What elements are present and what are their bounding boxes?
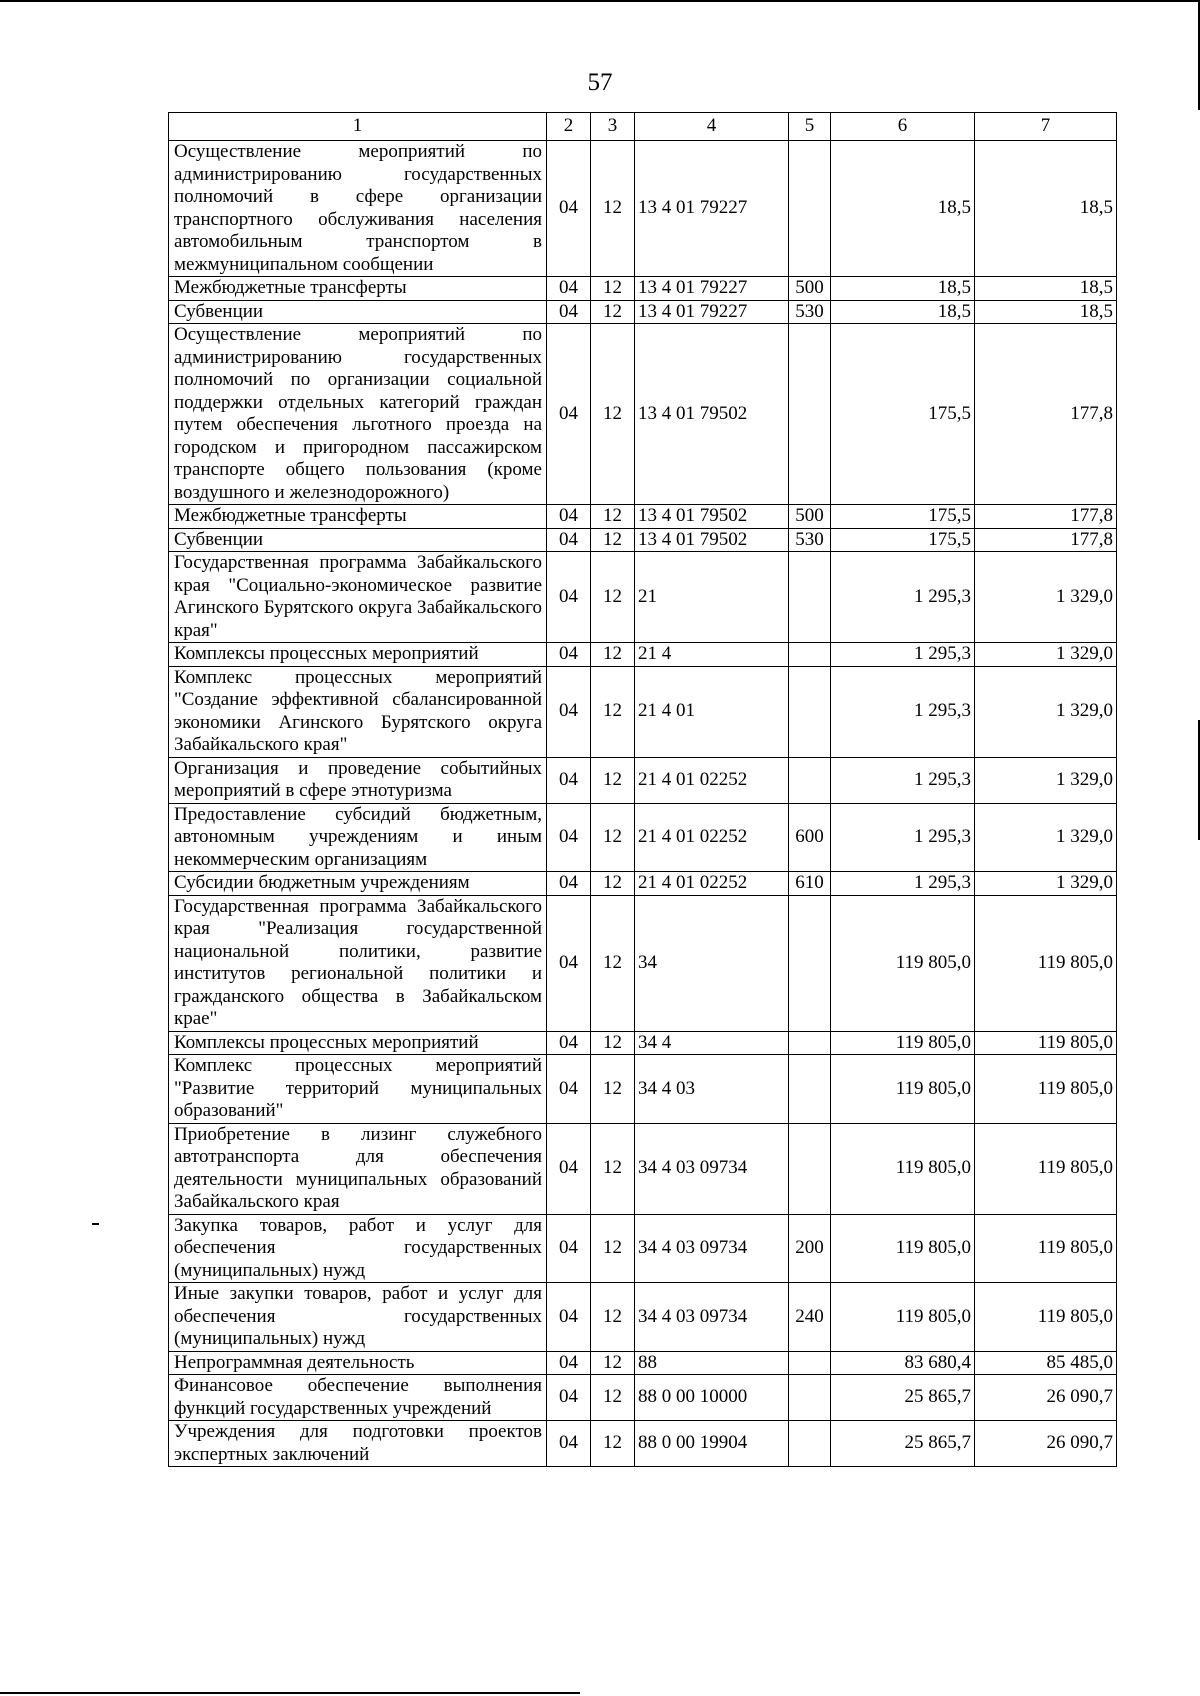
row-name: Закупка товаров, работ и услуг для обеспечения государственных (муниципальных) нужд <box>169 1214 547 1283</box>
amount-year-1: 1 295,3 <box>831 643 975 667</box>
amount-year-1: 175,5 <box>831 528 975 552</box>
target-article-code: 21 <box>635 552 789 643</box>
amount-year-1: 1 295,3 <box>831 757 975 803</box>
table-row <box>169 872 1117 896</box>
table-row <box>169 300 1117 324</box>
amount-year-1: 25 865,7 <box>831 1421 975 1467</box>
amount-year-2: 177,8 <box>975 505 1117 529</box>
column-header: 4 <box>635 113 789 141</box>
subsection-code: 12 <box>591 1055 635 1124</box>
amount-year-1: 1 295,3 <box>831 666 975 757</box>
amount-year-1: 25 865,7 <box>831 1375 975 1421</box>
target-article-code: 88 0 00 19904 <box>635 1421 789 1467</box>
amount-year-2: 119 805,0 <box>975 1055 1117 1124</box>
target-article-code: 21 4 01 02252 <box>635 872 789 896</box>
target-article-code: 13 4 01 79227 <box>635 277 789 301</box>
amount-year-1: 119 805,0 <box>831 895 975 1031</box>
amount-year-2: 119 805,0 <box>975 895 1117 1031</box>
subsection-code: 12 <box>591 300 635 324</box>
target-article-code: 34 4 <box>635 1031 789 1055</box>
row-name: Иные закупки товаров, работ и услуг для обеспечения государственных (муниципальных) нужд <box>169 1283 547 1352</box>
row-name: Государственная программа Забайкальского края "Социально-экономическое развитие Агинского Бурятского округа Забайкальского края" <box>169 552 547 643</box>
amount-year-2: 119 805,0 <box>975 1214 1117 1283</box>
amount-year-2: 177,8 <box>975 324 1117 505</box>
expense-type-code <box>789 643 831 667</box>
table-row <box>169 1031 1117 1055</box>
row-name: Предоставление субсидий бюджетным, автономным учреждениям и иным некоммерческим организациям <box>169 803 547 872</box>
table-row <box>169 1214 1117 1283</box>
subsection-code: 12 <box>591 803 635 872</box>
section-code: 04 <box>547 1375 591 1421</box>
table-row <box>169 666 1117 757</box>
section-code: 04 <box>547 1055 591 1124</box>
column-header: 2 <box>547 113 591 141</box>
column-header: 7 <box>975 113 1117 141</box>
subsection-code: 12 <box>591 528 635 552</box>
target-article-code: 21 4 01 02252 <box>635 757 789 803</box>
expense-type-code: 500 <box>789 505 831 529</box>
expense-type-code <box>789 666 831 757</box>
amount-year-1: 119 805,0 <box>831 1123 975 1214</box>
subsection-code: 12 <box>591 643 635 667</box>
column-header: 3 <box>591 113 635 141</box>
subsection-code: 12 <box>591 872 635 896</box>
amount-year-2: 177,8 <box>975 528 1117 552</box>
expense-type-code <box>789 141 831 277</box>
target-article-code: 13 4 01 79502 <box>635 505 789 529</box>
amount-year-1: 18,5 <box>831 141 975 277</box>
amount-year-2: 1 329,0 <box>975 643 1117 667</box>
target-article-code: 88 <box>635 1351 789 1375</box>
expense-type-code: 500 <box>789 277 831 301</box>
table-row <box>169 1421 1117 1467</box>
amount-year-2: 18,5 <box>975 141 1117 277</box>
page-number: 57 <box>587 69 613 96</box>
row-name: Субсидии бюджетным учреждениям <box>169 872 547 896</box>
amount-year-2: 18,5 <box>975 300 1117 324</box>
row-name: Комплексы процессных мероприятий <box>169 643 547 667</box>
expense-type-code: 200 <box>789 1214 831 1283</box>
expense-type-code <box>789 1351 831 1375</box>
table-header-row <box>169 113 1117 141</box>
column-header: 6 <box>831 113 975 141</box>
amount-year-2: 1 329,0 <box>975 803 1117 872</box>
subsection-code: 12 <box>591 505 635 529</box>
expense-type-code <box>789 1055 831 1124</box>
subsection-code: 12 <box>591 1123 635 1214</box>
amount-year-2: 1 329,0 <box>975 757 1117 803</box>
target-article-code: 34 <box>635 895 789 1031</box>
amount-year-1: 175,5 <box>831 324 975 505</box>
table-row <box>169 1351 1117 1375</box>
scan-border-top <box>0 0 1200 2</box>
section-code: 04 <box>547 552 591 643</box>
expense-type-code: 530 <box>789 300 831 324</box>
table-row <box>169 757 1117 803</box>
amount-year-1: 119 805,0 <box>831 1055 975 1124</box>
scan-mark <box>92 1223 99 1225</box>
amount-year-2: 26 090,7 <box>975 1375 1117 1421</box>
amount-year-1: 119 805,0 <box>831 1283 975 1352</box>
expense-type-code <box>789 324 831 505</box>
subsection-code: 12 <box>591 757 635 803</box>
amount-year-2: 119 805,0 <box>975 1123 1117 1214</box>
amount-year-1: 18,5 <box>831 277 975 301</box>
target-article-code: 13 4 01 79227 <box>635 141 789 277</box>
target-article-code: 34 4 03 09734 <box>635 1283 789 1352</box>
table-row <box>169 1375 1117 1421</box>
subsection-code: 12 <box>591 141 635 277</box>
table-row <box>169 803 1117 872</box>
expense-type-code <box>789 757 831 803</box>
expense-type-code <box>789 552 831 643</box>
subsection-code: 12 <box>591 324 635 505</box>
table-row <box>169 552 1117 643</box>
section-code: 04 <box>547 895 591 1031</box>
section-code: 04 <box>547 1283 591 1352</box>
row-name: Приобретение в лизинг служебного автотранспорта для обеспечения деятельности муниципальных образований Забайкальского края <box>169 1123 547 1214</box>
amount-year-2: 18,5 <box>975 277 1117 301</box>
section-code: 04 <box>547 277 591 301</box>
expense-type-code: 530 <box>789 528 831 552</box>
amount-year-1: 175,5 <box>831 505 975 529</box>
table-row <box>169 528 1117 552</box>
section-code: 04 <box>547 1214 591 1283</box>
row-name: Государственная программа Забайкальского края "Реализация государственной национальной политики, развитие институтов региональной политики и гражданского общества в Забайкальском крае" <box>169 895 547 1031</box>
column-header: 1 <box>169 113 547 141</box>
amount-year-1: 119 805,0 <box>831 1031 975 1055</box>
expense-type-code <box>789 1375 831 1421</box>
target-article-code: 13 4 01 79502 <box>635 528 789 552</box>
amount-year-2: 1 329,0 <box>975 666 1117 757</box>
section-code: 04 <box>547 300 591 324</box>
target-article-code: 13 4 01 79227 <box>635 300 789 324</box>
row-name: Осуществление мероприятий по администрированию государственных полномочий в сфере организации транспортного обслуживания населения автомобильным транспортом в межмуниципальном сообщении <box>169 141 547 277</box>
amount-year-2: 1 329,0 <box>975 552 1117 643</box>
subsection-code: 12 <box>591 1375 635 1421</box>
section-code: 04 <box>547 324 591 505</box>
amount-year-2: 1 329,0 <box>975 872 1117 896</box>
target-article-code: 21 4 01 <box>635 666 789 757</box>
amount-year-1: 1 295,3 <box>831 552 975 643</box>
row-name: Межбюджетные трансферты <box>169 277 547 301</box>
table-row <box>169 1123 1117 1214</box>
subsection-code: 12 <box>591 1031 635 1055</box>
section-code: 04 <box>547 643 591 667</box>
section-code: 04 <box>547 528 591 552</box>
row-name: Комплекс процессных мероприятий "Создание эффективной сбалансированной экономики Агинского Бурятского округа Забайкальского края" <box>169 666 547 757</box>
target-article-code: 21 4 <box>635 643 789 667</box>
table-row <box>169 505 1117 529</box>
amount-year-1: 83 680,4 <box>831 1351 975 1375</box>
subsection-code: 12 <box>591 1283 635 1352</box>
table-row <box>169 277 1117 301</box>
target-article-code: 34 4 03 09734 <box>635 1123 789 1214</box>
row-name: Комплексы процессных мероприятий <box>169 1031 547 1055</box>
row-name: Осуществление мероприятий по администрированию государственных полномочий по организации социальной поддержки отдельных категорий граждан путем обеспечения льготного проезда на городском и пригородном пассажирском транспорте общего пользования (кроме воздушного и железнодорожного) <box>169 324 547 505</box>
amount-year-1: 18,5 <box>831 300 975 324</box>
row-name: Учреждения для подготовки проектов экспертных заключений <box>169 1421 547 1467</box>
section-code: 04 <box>547 757 591 803</box>
row-name: Организация и проведение событийных мероприятий в сфере этнотуризма <box>169 757 547 803</box>
section-code: 04 <box>547 141 591 277</box>
amount-year-2: 85 485,0 <box>975 1351 1117 1375</box>
row-name: Субвенции <box>169 528 547 552</box>
amount-year-1: 119 805,0 <box>831 1214 975 1283</box>
amount-year-1: 1 295,3 <box>831 803 975 872</box>
expense-type-code <box>789 1123 831 1214</box>
expense-type-code <box>789 1031 831 1055</box>
section-code: 04 <box>547 666 591 757</box>
section-code: 04 <box>547 872 591 896</box>
scan-border-bottom <box>0 1692 580 1694</box>
target-article-code: 34 4 03 09734 <box>635 1214 789 1283</box>
amount-year-2: 119 805,0 <box>975 1283 1117 1352</box>
subsection-code: 12 <box>591 277 635 301</box>
section-code: 04 <box>547 1031 591 1055</box>
expense-type-code: 600 <box>789 803 831 872</box>
column-header: 5 <box>789 113 831 141</box>
table-row <box>169 895 1117 1031</box>
row-name: Комплекс процессных мероприятий "Развитие территорий муниципальных образований" <box>169 1055 547 1124</box>
expense-type-code: 610 <box>789 872 831 896</box>
row-name: Субвенции <box>169 300 547 324</box>
expense-type-code <box>789 895 831 1031</box>
subsection-code: 12 <box>591 1351 635 1375</box>
section-code: 04 <box>547 505 591 529</box>
expense-type-code <box>789 1421 831 1467</box>
section-code: 04 <box>547 1351 591 1375</box>
target-article-code: 34 4 03 <box>635 1055 789 1124</box>
amount-year-2: 26 090,7 <box>975 1421 1117 1467</box>
table-row <box>169 1055 1117 1124</box>
table-row <box>169 141 1117 277</box>
subsection-code: 12 <box>591 1421 635 1467</box>
target-article-code: 13 4 01 79502 <box>635 324 789 505</box>
subsection-code: 12 <box>591 552 635 643</box>
subsection-code: 12 <box>591 895 635 1031</box>
row-name: Непрограммная деятельность <box>169 1351 547 1375</box>
subsection-code: 12 <box>591 666 635 757</box>
section-code: 04 <box>547 1123 591 1214</box>
table-row <box>169 643 1117 667</box>
budget-table <box>168 112 1117 1467</box>
row-name: Финансовое обеспечение выполнения функций государственных учреждений <box>169 1375 547 1421</box>
target-article-code: 88 0 00 10000 <box>635 1375 789 1421</box>
amount-year-2: 119 805,0 <box>975 1031 1117 1055</box>
row-name: Межбюджетные трансферты <box>169 505 547 529</box>
section-code: 04 <box>547 803 591 872</box>
section-code: 04 <box>547 1421 591 1467</box>
expense-type-code: 240 <box>789 1283 831 1352</box>
target-article-code: 21 4 01 02252 <box>635 803 789 872</box>
amount-year-1: 1 295,3 <box>831 872 975 896</box>
subsection-code: 12 <box>591 1214 635 1283</box>
table-row <box>169 1283 1117 1352</box>
table-row <box>169 324 1117 505</box>
